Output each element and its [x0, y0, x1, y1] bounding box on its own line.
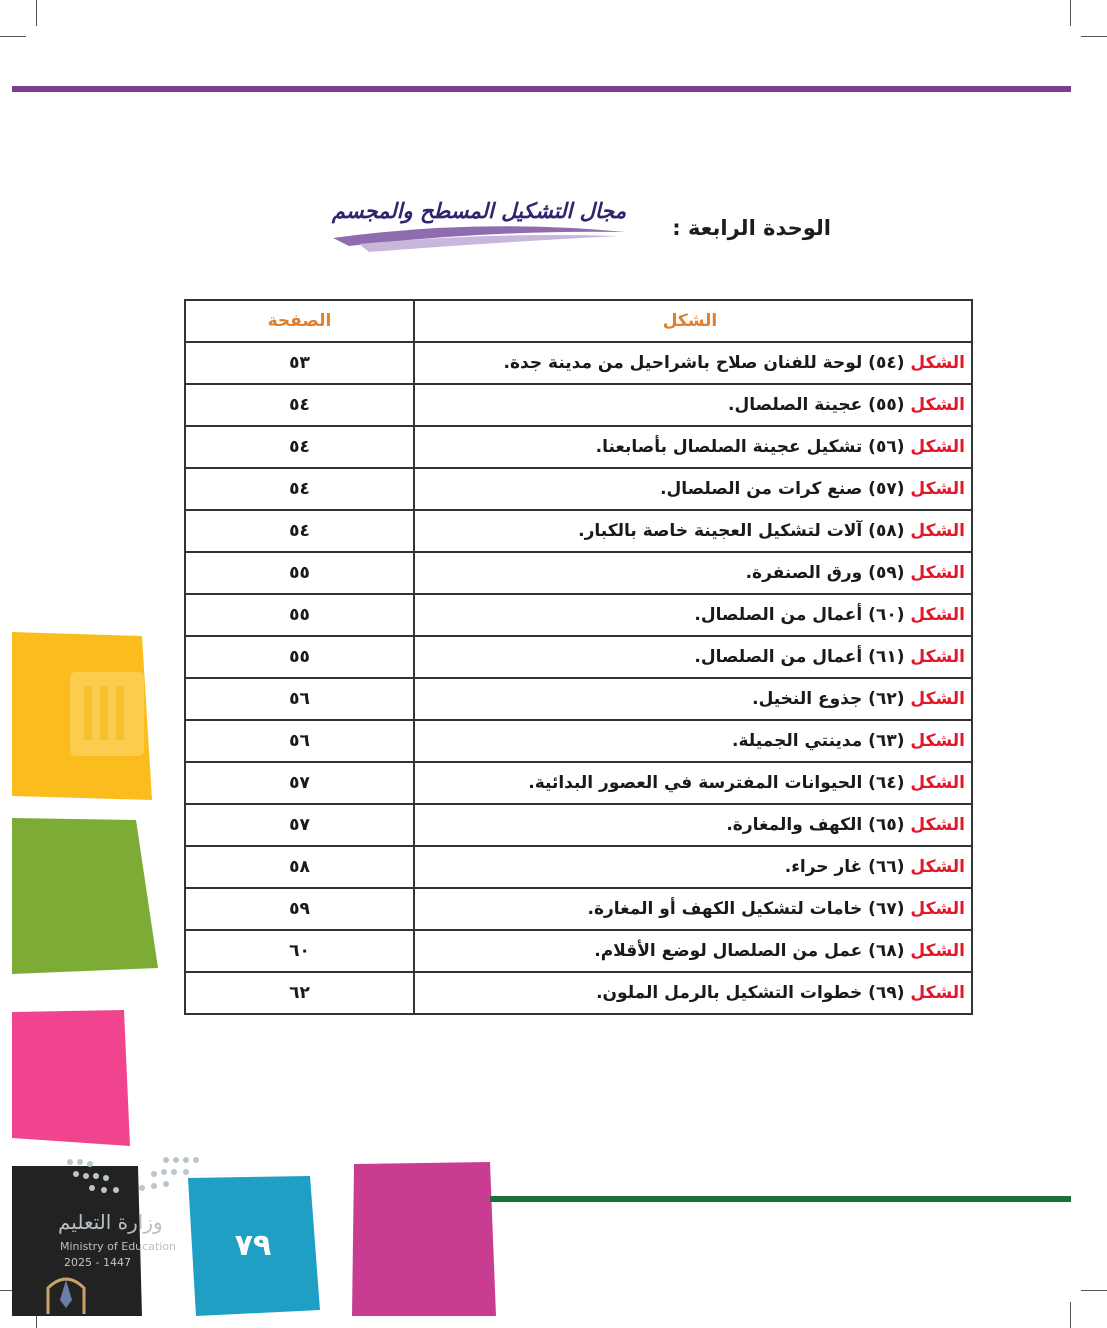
page-cell: ٥٤ [185, 384, 414, 426]
figure-prefix: الشكل [910, 479, 965, 499]
page-number: ٧٩ [234, 1227, 272, 1263]
figure-cell [414, 426, 972, 468]
page-cell: ٥٩ [185, 888, 414, 930]
figure-cell [414, 468, 972, 510]
page-cell: ٥٥ [185, 552, 414, 594]
figure-caption: (٦٣) مدينتي الجميلة. [732, 731, 905, 751]
page-cell: ٥٣ [185, 342, 414, 384]
figure-prefix: الشكل [910, 353, 965, 373]
figure-caption: (٦٢) جذوع النخيل. [752, 689, 905, 709]
table-header-row [185, 300, 972, 342]
figure-cell [414, 384, 972, 426]
figure-prefix: الشكل [910, 773, 965, 793]
page-cell: ٥٦ [185, 720, 414, 762]
page-cell: ٦٠ [185, 930, 414, 972]
page-column-header: الصفحة [185, 300, 414, 342]
ministry-name-english: Ministry of Education [60, 1240, 177, 1253]
page-cell: ٦٢ [185, 972, 414, 1014]
figure-prefix: الشكل [910, 521, 965, 541]
figure-caption: (٦٤) الحيوانات المفترسة في العصور البدائية. [528, 773, 905, 793]
figure-caption: (٥٤) لوحة للفنان صلاح باشراحيل من مدينة جدة. [503, 353, 905, 373]
figure-caption: (٥٨) آلات لتشكيل العجينة خاصة بالكبار. [578, 521, 905, 541]
crop-mark [1070, 1302, 1071, 1328]
crop-mark [36, 0, 37, 26]
table-row [185, 552, 972, 594]
figure-prefix: الشكل [910, 563, 965, 583]
page-cell: ٥٥ [185, 636, 414, 678]
figure-cell [414, 342, 972, 384]
figure-caption: (٦٧) خامات لتشكيل الكهف أو المغارة. [587, 899, 905, 919]
table-row [185, 342, 972, 384]
page-cell: ٥٤ [185, 426, 414, 468]
figure-caption: (٦١) أعمال من الصلصال. [694, 647, 905, 667]
figure-caption: (٥٩) ورق الصنفرة. [745, 563, 905, 583]
figure-prefix: الشكل [910, 437, 965, 457]
figure-caption: (٦٨) عمل من الصلصال لوضع الأقلام. [594, 941, 905, 961]
watermark-logo [70, 672, 144, 756]
page-cell: ٥٦ [185, 678, 414, 720]
table-row [185, 510, 972, 552]
figure-caption: (٦٥) الكهف والمغارة. [726, 815, 905, 835]
figure-prefix: الشكل [910, 605, 965, 625]
bottom-divider [490, 1196, 1071, 1202]
figure-prefix: الشكل [910, 689, 965, 709]
table-row [185, 468, 972, 510]
table-row [185, 426, 972, 468]
figure-caption: (٦٩) خطوات التشكيل بالرمل الملون. [596, 983, 905, 1003]
unit-header [325, 196, 845, 266]
page-cell: ٥٤ [185, 468, 414, 510]
figure-prefix: الشكل [910, 899, 965, 919]
figure-caption: (٦٦) غار حراء. [784, 857, 905, 877]
page-cell: ٥٤ [185, 510, 414, 552]
table-row [185, 384, 972, 426]
figure-prefix: الشكل [910, 647, 965, 667]
page-cell: ٥٧ [185, 804, 414, 846]
page-cell: ٥٨ [185, 846, 414, 888]
figure-cell [414, 510, 972, 552]
figure-caption: (٦٠) أعمال من الصلصال. [694, 605, 905, 625]
ministry-dots-icon [62, 1152, 202, 1202]
figure-prefix: الشكل [910, 857, 965, 877]
ministry-name-arabic: وزارة التعليم [58, 1210, 163, 1234]
unit-title: مجال التشكيل المسطح والمجسم [331, 198, 627, 223]
crop-mark [1070, 0, 1071, 26]
page-cell: ٥٧ [185, 762, 414, 804]
page-cell: ٥٥ [185, 594, 414, 636]
pen-emblem-icon [44, 1270, 88, 1316]
top-divider [12, 86, 1071, 92]
figure-prefix: الشكل [910, 941, 965, 961]
figure-caption: (٥٥) عجينة الصلصال. [728, 395, 905, 415]
crop-mark [0, 36, 26, 37]
figure-caption: (٥٧) صنع كرات من الصلصال. [660, 479, 905, 499]
figure-prefix: الشكل [910, 731, 965, 751]
unit-label: الوحدة الرابعة : [672, 216, 831, 240]
figure-prefix: الشكل [910, 395, 965, 415]
crop-mark [1081, 1290, 1107, 1291]
figure-prefix: الشكل [910, 815, 965, 835]
figure-caption: (٥٦) تشكيل عجينة الصلصال بأصابعنا. [595, 437, 905, 457]
figure-cell [414, 552, 972, 594]
crop-mark [1081, 36, 1107, 37]
ministry-logo [58, 1152, 198, 1322]
ministry-year: 2025 - 1447 [64, 1256, 131, 1269]
figure-prefix: الشكل [910, 983, 965, 1003]
figure-column-header: الشكل [414, 300, 972, 342]
